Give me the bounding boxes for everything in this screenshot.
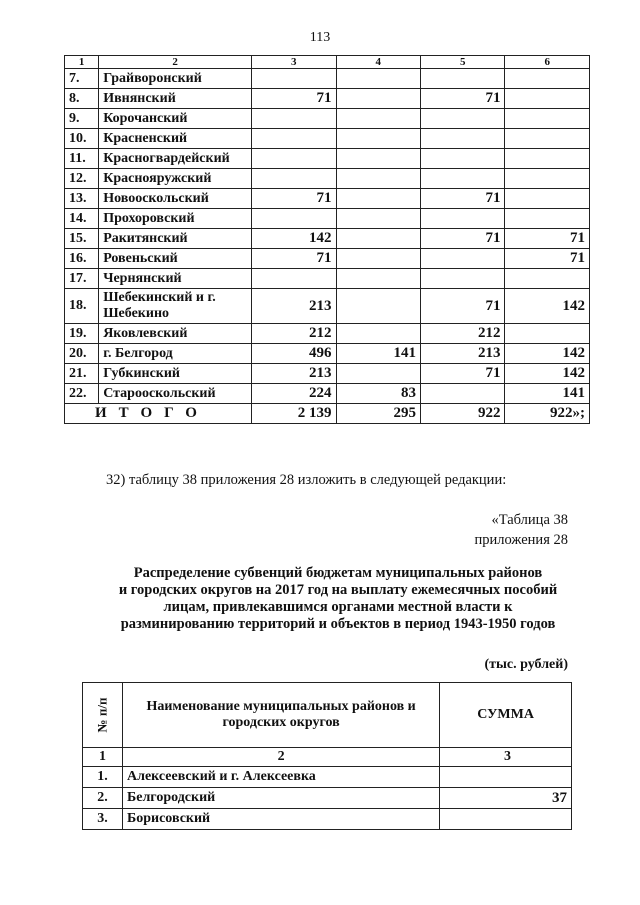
table-row: [65, 289, 590, 324]
row-number: 1.: [83, 767, 123, 788]
column-number-row: [65, 56, 590, 69]
value-col-6: 142: [505, 344, 590, 364]
row-number: 15.: [65, 229, 99, 249]
value-col-6: 142: [505, 364, 590, 384]
sum-value: [440, 767, 572, 788]
value-col-6: [505, 269, 590, 289]
row-number: 18.: [65, 289, 99, 324]
row-number: 16.: [65, 249, 99, 269]
district-name: Корочанский: [99, 109, 252, 129]
table-header-row: [83, 683, 572, 748]
table-row: [65, 209, 590, 229]
header-number-text: № п/п: [94, 697, 110, 732]
district-name: Новооскольский: [99, 189, 252, 209]
subvention-table-38: [82, 682, 572, 830]
row-number: 10.: [65, 129, 99, 149]
col-number-2: 2: [99, 56, 252, 69]
value-col-3: [252, 149, 336, 169]
value-col-5: [420, 269, 504, 289]
value-col-4: [336, 229, 420, 249]
col-number-3: 3: [252, 56, 336, 69]
value-col-3: [252, 169, 336, 189]
row-number: 2.: [83, 788, 123, 809]
value-col-6: 71: [505, 229, 590, 249]
table-row: [65, 229, 590, 249]
value-col-3: 213: [252, 289, 336, 324]
value-col-4: [336, 189, 420, 209]
value-col-4: [336, 169, 420, 189]
sum-value: [440, 809, 572, 830]
table-row: [65, 269, 590, 289]
value-col-5: [420, 249, 504, 269]
value-col-3: 71: [252, 89, 336, 109]
value-col-3: [252, 269, 336, 289]
district-name: Чернянский: [99, 269, 252, 289]
value-col-4: [336, 249, 420, 269]
table-row: [65, 129, 590, 149]
total-c3: 2 139: [252, 404, 336, 424]
value-col-3: [252, 69, 336, 89]
value-col-6: [505, 109, 590, 129]
table-row: [65, 149, 590, 169]
table-row: [65, 109, 590, 129]
district-name: Грайворонский: [99, 69, 252, 89]
district-name: Ивнянский: [99, 89, 252, 109]
col-number-1: 1: [65, 56, 99, 69]
page-number: 113: [309, 30, 331, 45]
table-row: [65, 169, 590, 189]
table-row: [83, 788, 572, 809]
header-number: [83, 683, 123, 748]
value-col-5: [420, 149, 504, 169]
row-number: 14.: [65, 209, 99, 229]
value-col-4: [336, 149, 420, 169]
row-number: 12.: [65, 169, 99, 189]
value-col-5: 71: [420, 289, 504, 324]
value-col-5: [420, 384, 504, 404]
district-name: Яковлевский: [99, 324, 252, 344]
value-col-5: 71: [420, 364, 504, 384]
district-name: Белгородский: [122, 788, 439, 809]
district-name: г. Белгород: [99, 344, 252, 364]
district-name: Алексеевский и г. Алексеевка: [122, 767, 439, 788]
table-row: [65, 189, 590, 209]
table-row: [65, 364, 590, 384]
row-number: 8.: [65, 89, 99, 109]
table-row: [65, 344, 590, 364]
value-col-4: [336, 209, 420, 229]
value-col-5: 71: [420, 189, 504, 209]
value-col-3: 71: [252, 189, 336, 209]
amendment-paragraph-32: 32) таблицу 38 приложения 28 изложить в следующей редакции:: [106, 472, 507, 488]
district-name: Ракитянский: [99, 229, 252, 249]
value-col-5: [420, 169, 504, 189]
value-col-6: [505, 189, 590, 209]
total-c6: 922»;: [505, 404, 590, 424]
district-name: Борисовский: [122, 809, 439, 830]
value-col-5: 212: [420, 324, 504, 344]
table-row: [65, 384, 590, 404]
value-col-6: [505, 149, 590, 169]
title-line: Распределение субвенций бюджетам муниципальных районов: [133, 565, 543, 581]
district-name: Красненский: [99, 129, 252, 149]
row-number: 3.: [83, 809, 123, 830]
header-sum: СУММА: [440, 683, 572, 748]
table-row: [65, 89, 590, 109]
district-name: Ровеньский: [99, 249, 252, 269]
value-col-3: [252, 209, 336, 229]
col-number-3: 3: [440, 748, 572, 767]
district-name: Красногвардейский: [99, 149, 252, 169]
value-col-3: 71: [252, 249, 336, 269]
title-line: лицам, привлекавшимся органами местной власти к: [163, 599, 513, 615]
value-col-6: [505, 209, 590, 229]
col-number-4: 4: [336, 56, 420, 69]
value-col-3: 213: [252, 364, 336, 384]
value-col-5: [420, 129, 504, 149]
table-row: [83, 767, 572, 788]
total-row: [65, 404, 590, 424]
value-col-4: [336, 69, 420, 89]
value-col-4: [336, 269, 420, 289]
district-name: Губкинский: [99, 364, 252, 384]
title-line: разминированию территорий и объектов в период 1943-1950 годов: [120, 616, 556, 632]
table-reference: [475, 510, 568, 550]
row-number: 17.: [65, 269, 99, 289]
value-col-3: 224: [252, 384, 336, 404]
table-row: [65, 69, 590, 89]
col-number-2: 2: [122, 748, 439, 767]
value-col-4: [336, 289, 420, 324]
value-col-4: [336, 89, 420, 109]
document-title: [60, 565, 616, 633]
row-number: 9.: [65, 109, 99, 129]
value-col-4: 83: [336, 384, 420, 404]
value-col-6: [505, 169, 590, 189]
district-name: Старооскольский: [99, 384, 252, 404]
value-col-5: [420, 209, 504, 229]
allocation-table-continued: [64, 55, 590, 424]
row-number: 13.: [65, 189, 99, 209]
value-col-3: [252, 129, 336, 149]
value-col-6: [505, 324, 590, 344]
district-name: Прохоровский: [99, 209, 252, 229]
col-number-1: 1: [83, 748, 123, 767]
value-col-5: 71: [420, 89, 504, 109]
col-number-5: 5: [420, 56, 504, 69]
table-row: [65, 249, 590, 269]
value-col-6: 71: [505, 249, 590, 269]
value-col-3: 496: [252, 344, 336, 364]
value-col-3: 212: [252, 324, 336, 344]
district-name: Краснояружский: [99, 169, 252, 189]
sum-value: 37: [440, 788, 572, 809]
value-col-4: [336, 109, 420, 129]
value-col-4: [336, 364, 420, 384]
value-col-4: 141: [336, 344, 420, 364]
value-col-4: [336, 129, 420, 149]
value-col-3: [252, 109, 336, 129]
value-col-6: 142: [505, 289, 590, 324]
units-label: (тыс. рублей): [484, 657, 568, 672]
row-number: 21.: [65, 364, 99, 384]
title-line: и городских округов на 2017 год на выплату ежемесячных пособий: [118, 582, 558, 598]
value-col-6: [505, 69, 590, 89]
value-col-4: [336, 324, 420, 344]
district-name: Шебекинский и г. Шебекино: [99, 289, 252, 324]
total-c4: 295: [336, 404, 420, 424]
total-c5: 922: [420, 404, 504, 424]
value-col-3: 142: [252, 229, 336, 249]
total-label: ИТОГО: [65, 404, 252, 424]
row-number: 19.: [65, 324, 99, 344]
col-number-6: 6: [505, 56, 590, 69]
value-col-5: [420, 109, 504, 129]
value-col-5: [420, 69, 504, 89]
table-ref-line-1: «Таблица 38: [491, 512, 568, 528]
table-ref-line-2: приложения 28: [474, 532, 568, 548]
row-number: 11.: [65, 149, 99, 169]
value-col-5: 213: [420, 344, 504, 364]
row-number: 7.: [65, 69, 99, 89]
row-number: 20.: [65, 344, 99, 364]
value-col-6: 141: [505, 384, 590, 404]
header-name: Наименование муниципальных районов и городских округов: [122, 683, 439, 748]
table-row: [65, 324, 590, 344]
value-col-6: [505, 129, 590, 149]
column-number-row: [83, 748, 572, 767]
table-row: [83, 809, 572, 830]
value-col-6: [505, 89, 590, 109]
row-number: 22.: [65, 384, 99, 404]
value-col-5: 71: [420, 229, 504, 249]
